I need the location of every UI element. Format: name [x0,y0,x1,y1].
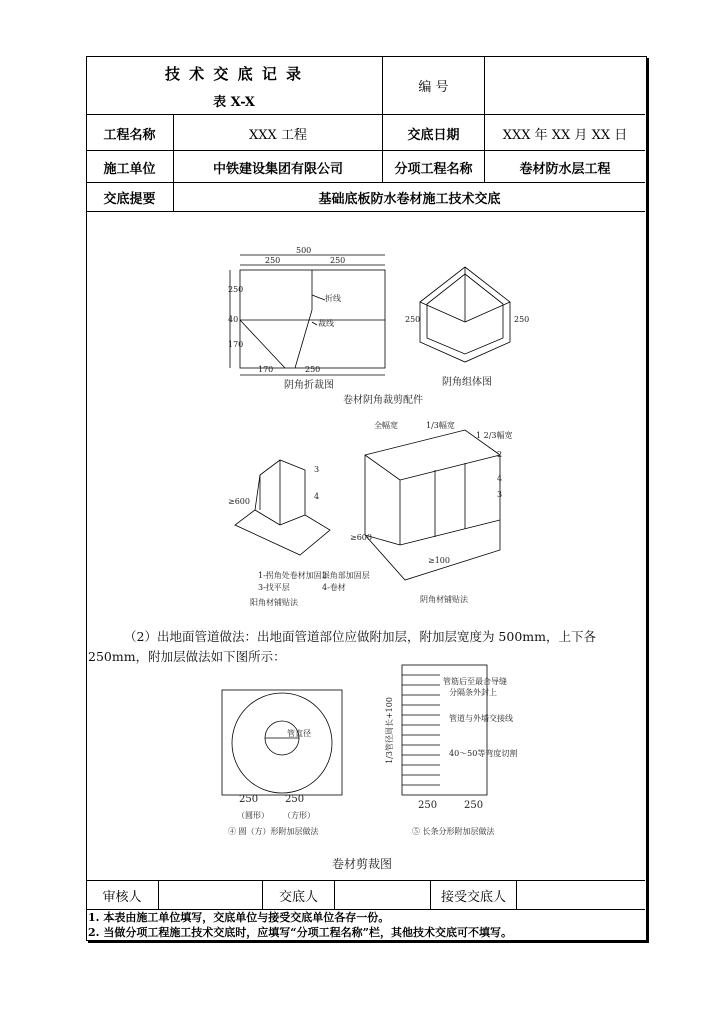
fig1-dim-left-b: 40 [228,315,239,324]
fig1-right-dim-a: 250 [405,315,421,324]
unit-value[interactable]: 中铁建设集团有限公司 [173,151,382,183]
fig1-fold-label: 折线 [325,294,341,303]
fig2-dim-600a: ≥600 [228,497,250,506]
presenter-label: 交底人 [262,881,334,909]
pipe-paragraph: （2）出地面管道做法：出地面管道部位应做附加层，附加层宽度为 500mm，上下各 250mm，附加层做法如下图所示： [88,629,596,664]
unit-row [86,150,645,183]
fig2-num-4: 4 [314,492,320,501]
summary-value[interactable]: 基础底板防水卷材施工技术交底 [173,183,645,211]
fig1-caption-right: 阴角组体图 [442,377,492,388]
summary-row [86,182,645,212]
fig3-dim-right-b: 250 [464,800,484,811]
date-value[interactable]: XXX 年 XX 月 XX 日 [484,115,645,151]
fig3-dim-right-a: 250 [418,800,438,811]
fig3-dim-left-b: 250 [285,794,305,805]
corner-assembly-drawing [410,262,520,372]
unit-label: 施工单位 [103,161,156,177]
fig1-dim-left-c: 170 [228,340,244,349]
presenter-value[interactable] [334,881,430,909]
fig1-cut-label: 裁线 [318,319,334,328]
fig2-third-width: 1/3幅宽 [426,421,455,430]
fig2-dim-600b: ≥600 [350,533,372,542]
corner-fold-drawing [225,240,395,380]
fig2-legend-3: 3-找平层 [258,583,290,592]
fig2-dim-100: ≥100 [428,556,450,565]
fig3-sub-a: （圆形） [237,811,269,820]
fig3-sub-b: （方形） [283,811,315,820]
project-value[interactable]: XXX 工程 [173,115,382,151]
fig3-label-r2: 分隔条外封上 [449,688,497,697]
subproject-label: 分项工程名称 [382,151,484,183]
number-value[interactable] [484,56,645,114]
fig3-dim-left-a: 250 [239,794,259,805]
fig3-label-r4: 40～50等弯度切割 [449,749,518,758]
pipe-round-drawing [220,688,345,800]
fig2-caption-right: 阴角材铺贴法 [420,595,468,604]
fig1-dim-bottom-a: 170 [258,365,274,374]
fig2-num-2: 2 [497,450,503,459]
note-2: 2. 当做分项工程施工技术交底时，应填写“分项工程名称”栏，其他技术交底可不填写。 [88,926,512,939]
form-number: 表 X-X [213,94,255,110]
fig3-caption-main: 卷材剪裁图 [332,857,393,871]
form-title: 技 术 交 底 记 录 [164,64,304,83]
reviewer-value[interactable] [158,881,262,909]
project-label: 工程名称 [103,127,156,143]
reviewer-label: 审核人 [102,889,142,905]
summary-label: 交底提要 [103,191,156,207]
fig2-num-3: 3 [314,465,320,474]
fig3-label-r1: 管筋后至最合导缝 [443,677,507,686]
fig2-num-3b: 3 [497,490,503,499]
note-1: 1. 本表由施工单位填写，交底单位与接受交底单位各存一份。 [88,911,390,924]
fig2-full-width: 全幅宽 [374,421,398,430]
fig2-legend-2: 2-角部加固层 [322,571,370,580]
fig3-vertical-label: 1/3管径周长+100 [384,697,394,764]
signature-row [86,880,645,910]
fig1-caption-left: 阴角折裁图 [284,380,334,391]
subproject-value[interactable]: 卷材防水层工程 [484,151,645,183]
fig1-caption-main: 卷材阴角裁剪配件 [343,395,423,406]
fig3-caption-left: ④ 圆（方）形附加层做法 [228,827,319,836]
fig3-caption-right: ⑤ 长条分形附加层做法 [412,827,495,836]
fig2-caption-left: 阳角材铺贴法 [250,598,298,607]
fig1-dim-top: 500 [296,246,312,255]
fig1-dim-bottom-b: 250 [305,365,321,374]
fig2-legend-4: 4-卷材 [322,583,346,592]
fig1-dim-sub-b: 250 [330,256,346,265]
fig2-two-thirds-width: 1 2/3幅宽 [476,431,513,440]
fig3-label-r3: 管道与外墙交接线 [449,714,513,723]
fig1-right-dim-b: 250 [514,315,530,324]
project-row [86,114,645,151]
fig3-pipe-label: 管直径 [287,729,311,738]
fig1-dim-sub-a: 250 [265,256,281,265]
fig1-dim-left-a: 250 [228,285,244,294]
fig2-num-4b: 4 [497,474,503,483]
header-row [86,56,645,114]
fig2-legend-1: 1-拐角处卷材加固层 [258,571,330,580]
number-label: 编 号 [382,56,484,114]
receiver-value[interactable] [516,881,645,909]
date-label: 交底日期 [382,115,484,151]
receiver-label: 接受交底人 [430,881,516,909]
